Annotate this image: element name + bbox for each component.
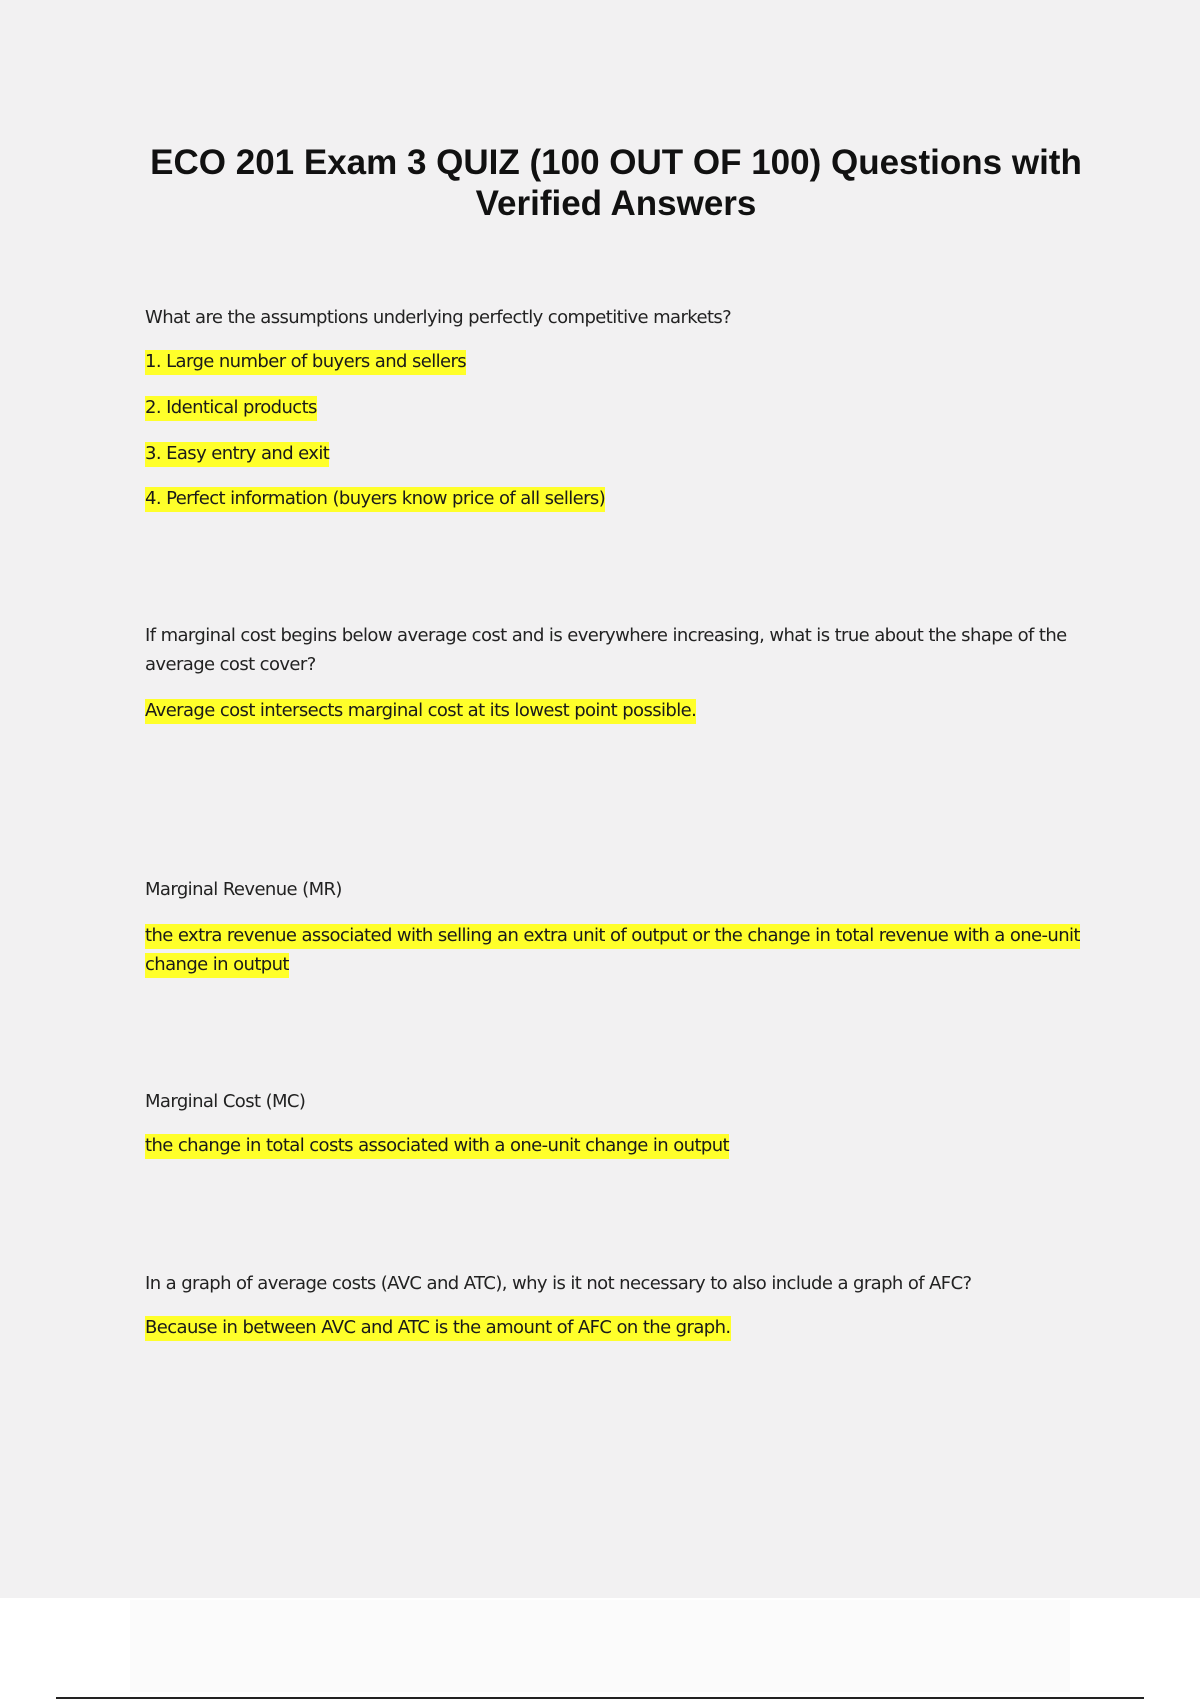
document-title: ECO 201 Exam 3 QUIZ (100 OUT OF 100) Questions with Verified Answers <box>150 143 1082 223</box>
answer-1-item-4 <box>145 484 1095 513</box>
answer-1-item-3 <box>145 439 1095 468</box>
answer-1-item-2 <box>145 393 1095 422</box>
highlighted-answer: Average cost intersects marginal cost at its lowest point possible. <box>145 699 696 724</box>
answer-4 <box>145 1131 1095 1160</box>
highlighted-answer: the extra revenue associated with selling an extra unit of output or the change in total revenue with a one-unit change in output <box>145 924 1080 978</box>
question-4: Marginal Cost (MC) <box>145 1091 306 1112</box>
highlighted-answer: 4. Perfect information (buyers know price of all sellers) <box>145 487 605 512</box>
answer-3 <box>145 921 1095 979</box>
highlighted-answer: 1. Large number of buyers and sellers <box>145 350 466 375</box>
highlighted-answer: 2. Identical products <box>145 396 317 421</box>
highlighted-answer: Because in between AVC and ATC is the amount of AFC on the graph. <box>145 1316 731 1341</box>
question-5: In a graph of average costs (AVC and ATC), why is it not necessary to also include a graph of AFC? <box>145 1273 972 1294</box>
question-3: Marginal Revenue (MR) <box>145 879 342 900</box>
highlighted-answer: the change in total costs associated with a one-unit change in output <box>145 1134 729 1159</box>
page-divider <box>56 1697 1144 1699</box>
question-2: If marginal cost begins below average cost and is everywhere increasing, what is true about the shape of the average cost cover? <box>145 625 1067 675</box>
answer-2 <box>145 696 1095 725</box>
question-1: What are the assumptions underlying perfectly competitive markets? <box>145 307 732 328</box>
page-footer-band <box>130 1600 1070 1692</box>
highlighted-answer: 3. Easy entry and exit <box>145 442 329 467</box>
answer-1-item-1 <box>145 347 1095 376</box>
answer-5 <box>145 1313 1095 1342</box>
